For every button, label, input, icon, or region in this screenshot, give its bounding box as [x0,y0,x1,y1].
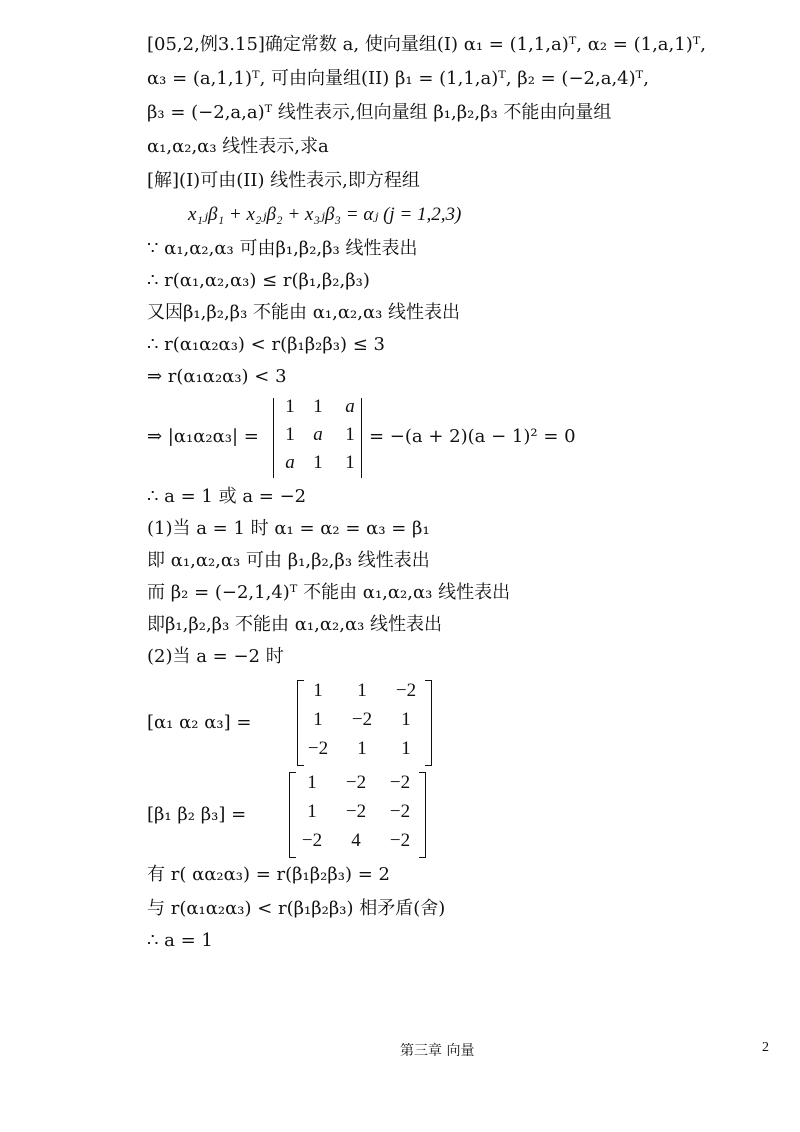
problem-line-4: α₁,α₂,α₃ 线性表示,求a [147,136,329,157]
rank-line: 有 r( αα₂α₃) = r(β₁β₂β₃) = 2 [147,864,391,885]
mat-cell: −2 [389,830,411,851]
mat-cell: 4 [351,830,361,851]
determinant-equation [147,396,667,482]
matrix-alpha-bracket-right [425,680,432,766]
case1-line-1: (1)当 a = 1 时 α₁ = α₂ = α₃ = β₁ [147,518,430,539]
mat-cell: 1 [313,680,323,701]
matrix-alpha [147,678,547,770]
determinant-lhs: ⇒ |α₁α₂α₃| = [147,426,259,447]
det-cell: 1 [313,452,323,473]
mat-cell: −2 [389,801,411,822]
contradiction-line: 与 r(α₁α₂α₃) < r(β₁β₂β₃) 相矛盾(舍) [147,898,446,919]
det-cell: 1 [345,424,355,445]
mat-cell: 1 [357,738,367,759]
page-number: 2 [762,1040,769,1055]
matrix-alpha-lhs: [α₁ α₂ α₃] = [147,712,252,733]
mat-cell: −2 [389,772,411,793]
det-cell: 1 [285,424,295,445]
matrix-beta-lhs: [β₁ β₂ β₃] = [147,804,247,825]
det-cell: 1 [285,396,295,417]
determinant-rhs: = −(a + 2)(a − 1)² = 0 [369,426,576,447]
case1-line-3: 而 β₂ = (−2,1,4)ᵀ 不能由 α₁,α₂,α₃ 线性表出 [147,582,511,603]
case1-line-2: 即 α₁,α₂,α₃ 可由 β₁,β₂,β₃ 线性表出 [147,550,430,571]
matrix-beta-bracket-right [419,772,426,858]
result-line-1: ∴ a = 1 或 a = −2 [147,486,307,507]
problem-line-1: [05,2,例3.15]确定常数 a, 使向量组(I) α₁ = (1,1,a)ᵀ, α₂ = (1,a,1)ᵀ, [147,34,707,55]
solution-line-6: ∴ r(α₁α₂α₃) < r(β₁β₂β₃) ≤ 3 [147,334,385,355]
solution-line-3: ∵ α₁,α₂,α₃ 可由β₁,β₂,β₃ 线性表出 [147,238,418,259]
problem-line-2: α₃ = (a,1,1)ᵀ, 可由向量组(II) β₁ = (1,1,a)ᵀ, β₂ = (−2,a,4)ᵀ, [147,68,649,89]
mat-cell: −2 [307,738,329,759]
mat-cell: 1 [307,772,317,793]
det-cell: a [313,424,323,445]
solution-line-5: 又因β₁,β₂,β₃ 不能由 α₁,α₂,α₃ 线性表出 [147,302,461,323]
case1-line-4: 即β₁,β₂,β₃ 不能由 α₁,α₂,α₃ 线性表出 [147,614,443,635]
mat-cell: 1 [313,709,323,730]
problem-line-3: β₃ = (−2,a,a)ᵀ 线性表示,但向量组 β₁,β₂,β₃ 不能由向量组 [147,102,612,123]
mat-cell: 1 [357,680,367,701]
mat-cell: −2 [351,709,373,730]
det-cell: 1 [313,396,323,417]
solution-line-4: ∴ r(α₁,α₂,α₃) ≤ r(β₁,β₂,β₃) [147,270,370,291]
det-cell: a [285,452,295,473]
conclusion-line: ∴ a = 1 [147,930,213,951]
matrix-beta [147,770,547,862]
solution-line-1: [解](I)可由(II) 线性表示,即方程组 [147,170,420,191]
solution-line-7: ⇒ r(α₁α₂α₃) < 3 [147,366,287,387]
det-cell: a [345,396,355,417]
mat-cell: −2 [301,830,323,851]
mat-cell: −2 [345,801,367,822]
chapter-footer: 第三章 向量 [400,1043,475,1059]
equation-system: x₁ⱼβ₁ + x₂ⱼβ₂ + x₃ⱼβ₃ = αⱼ (j = 1,2,3) [188,204,462,225]
mat-cell: 1 [401,738,411,759]
mat-cell: −2 [345,772,367,793]
mat-cell: −2 [395,680,417,701]
det-cell: 1 [345,452,355,473]
mat-cell: 1 [401,709,411,730]
mat-cell: 1 [307,801,317,822]
case2-line-1: (2)当 a = −2 时 [147,646,284,667]
